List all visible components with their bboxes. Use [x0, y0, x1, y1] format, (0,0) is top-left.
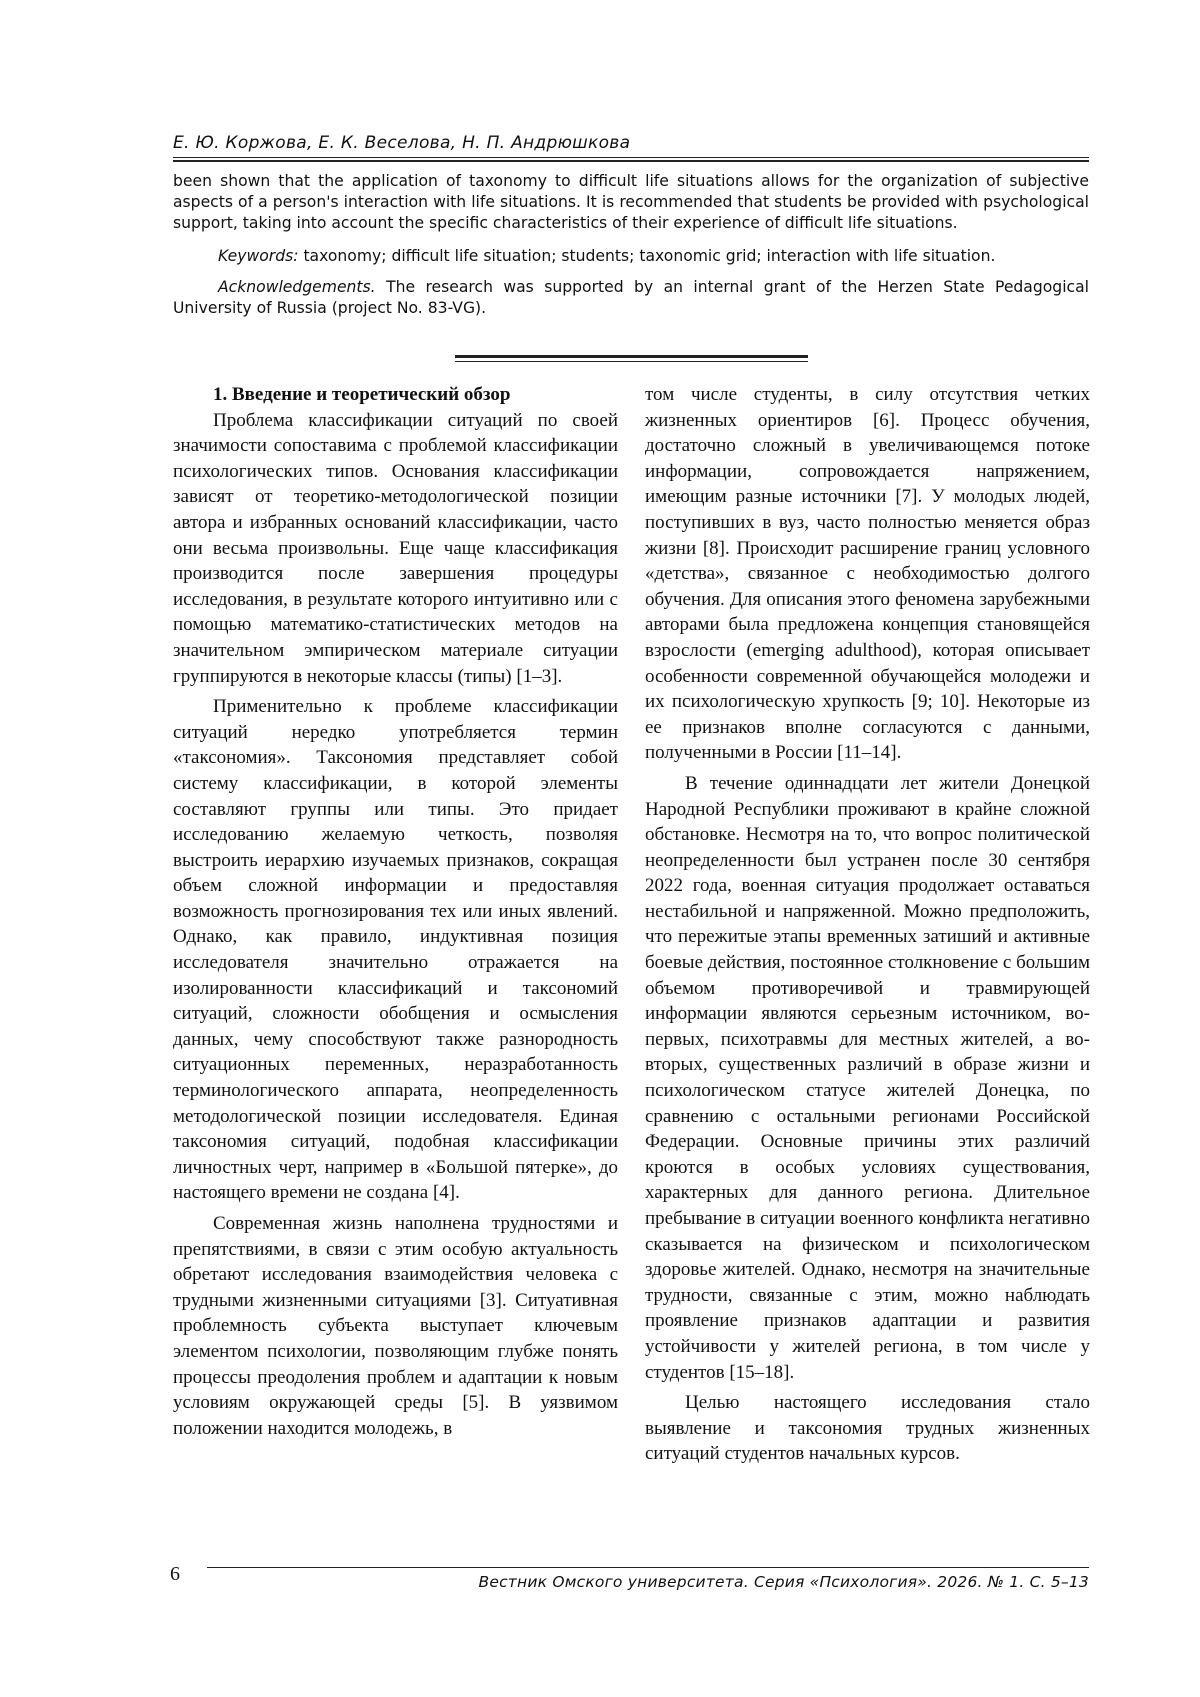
keywords-text: taxonomy; difficult life situation; students; taxonomic grid; interaction with life situation.	[298, 247, 996, 265]
abstract-text: been shown that the application of taxonomy to difficult life situations allows for the organization of subjective aspects of a person's interaction with life situations. It is recommended that students be provided with psychological support, taking into account the specific characteristics of their experience of difficult life situations.	[173, 172, 1089, 232]
body-column-right	[645, 382, 1090, 1467]
header-rule-thin	[173, 157, 1089, 158]
acknowledgements-label: Acknowledgements.	[218, 278, 376, 296]
acknowledgements-line	[173, 277, 1089, 319]
paragraph: В течение одиннадцати лет жители Донецкой Народной Республики проживают в крайне сложной обстановке. Несмотря на то, что вопрос политической неопределенности был устранен после 30 сентября 2022 года, военная ситуация продолжает оставаться нестабильной и напряженной. Можно предположить, что пережитые этапы временных затиший и активные боевые действия, постоянное столкновение с большим объемом противоречивой и травмирующей информации являются серьезным источником, во-первых, психотравмы для местных жителей, а во-вторых, существенных различий в образе жизни и психологическом статусе жителей Донецка, по сравнению с остальными регионами Российской Федерации. Основные причины этих различий кроются в особых условиях существования, характерных для данного региона. Длительное пребывание в ситуации военного конфликта негативно сказывается на физическом и психологическом здоровье жителей. Однако, несмотря на значительные трудности, связанные с этим, можно наблюдать проявление признаков адаптации и развития устойчивости у жителей региона, в том числе у студентов [15–18].	[645, 772, 1090, 1383]
paragraph-continued: том числе студенты, в силу отсутствия четких жизненных ориентиров [6]. Процесс обучения, достаточно сложный в увеличивающемся потоке информации, сопровождается напряжением, имеющим разные источники [7]. У молодых людей, поступивших в вуз, часто полностью меняется образ жизни [8]. Происходит расширение границ условного «детства», связанное с необходимостью долгого обучения. Для описания этого феномена зарубежными авторами была предложена концепция становящейся взрослости (emerging adulthood), которая описывает особенности современной обучающейся молодежи и их психологическую хрупкость [9; 10]. Некоторые из ее признаков вполне согласуются с данными, полученными в России [11–14].	[645, 384, 1090, 764]
body-column-left	[173, 382, 618, 1441]
footer-rule	[207, 1567, 1089, 1568]
running-head-authors: Е. Ю. Коржова, Е. К. Веселова, Н. П. Андрюшкова	[173, 133, 631, 153]
header-rule-thick	[173, 160, 1089, 162]
paragraph: Проблема классификации ситуаций по своей значимости сопоставима с проблемой классификации психологических типов. Основания классификации зависят от теоретико-методологической позиции автора и избранных оснований классификации, часто они весьма произвольны. Еще чаще классификация производится после завершения процедуры исследования, в результате которого интуитивно или с помощью математико-статистических методов на значительном эмпирическом материале ситуации группируются в некоторые классы (типы) [1–3].	[173, 409, 618, 687]
section-title: 1. Введение и теоретический обзор	[213, 384, 511, 405]
keywords-line	[173, 246, 1089, 267]
keywords-label: Keywords:	[218, 247, 299, 265]
abstract-block	[173, 171, 1089, 319]
section-separator-thin	[455, 361, 808, 362]
journal-citation: Вестник Омского университета. Серия «Психология». 2026. № 1. С. 5–13	[478, 1573, 1089, 1591]
page-number: 6	[170, 1563, 180, 1585]
paragraph: Современная жизнь наполнена трудностями и препятствиями, в связи с этим особую актуальность обретают исследования взаимодействия человека с трудными жизненными ситуациями [3]. Ситуативная проблемность субъекта выступает ключевым элементом психологии, позволяющим глубже понять процессы преодоления проблем и адаптации к новым условиям окружающей среды [5]. В уязвимом положении находится молодежь, в	[173, 1213, 618, 1439]
section-separator-thick	[455, 355, 808, 358]
paragraph: Применительно к проблеме классификации ситуаций нередко употребляется термин «таксономия». Таксономия представляет собой систему классификации, в которой элементы составляют группы или типы. Это придает исследованию желаемую четкость, позволяя выстроить иерархию изучаемых признаков, сокращая объем сложной информации и предоставляя возможность прогнозирования тех или иных явлений. Однако, как правило, индуктивная позиция исследователя значительно отражается на изолированности классификаций и таксономий ситуаций, сложности обобщения и осмысления данных, чему способствуют также разнородность ситуационных переменных, неразработанность терминологического аппарата, неопределенность методологической позиции исследователя. Единая таксономия ситуаций, подобная классификации личностных черт, например в «Большой пятерке», до настоящего времени не создана [4].	[173, 696, 618, 1204]
paragraph: Целью настоящего исследования стало выявление и таксономия трудных жизненных ситуаций студентов начальных курсов.	[645, 1392, 1090, 1465]
acknowledgements-text: The research was supported by an internal grant of the Herzen State Pedagogical University of Russia (project No. 83-VG).	[173, 278, 1089, 317]
